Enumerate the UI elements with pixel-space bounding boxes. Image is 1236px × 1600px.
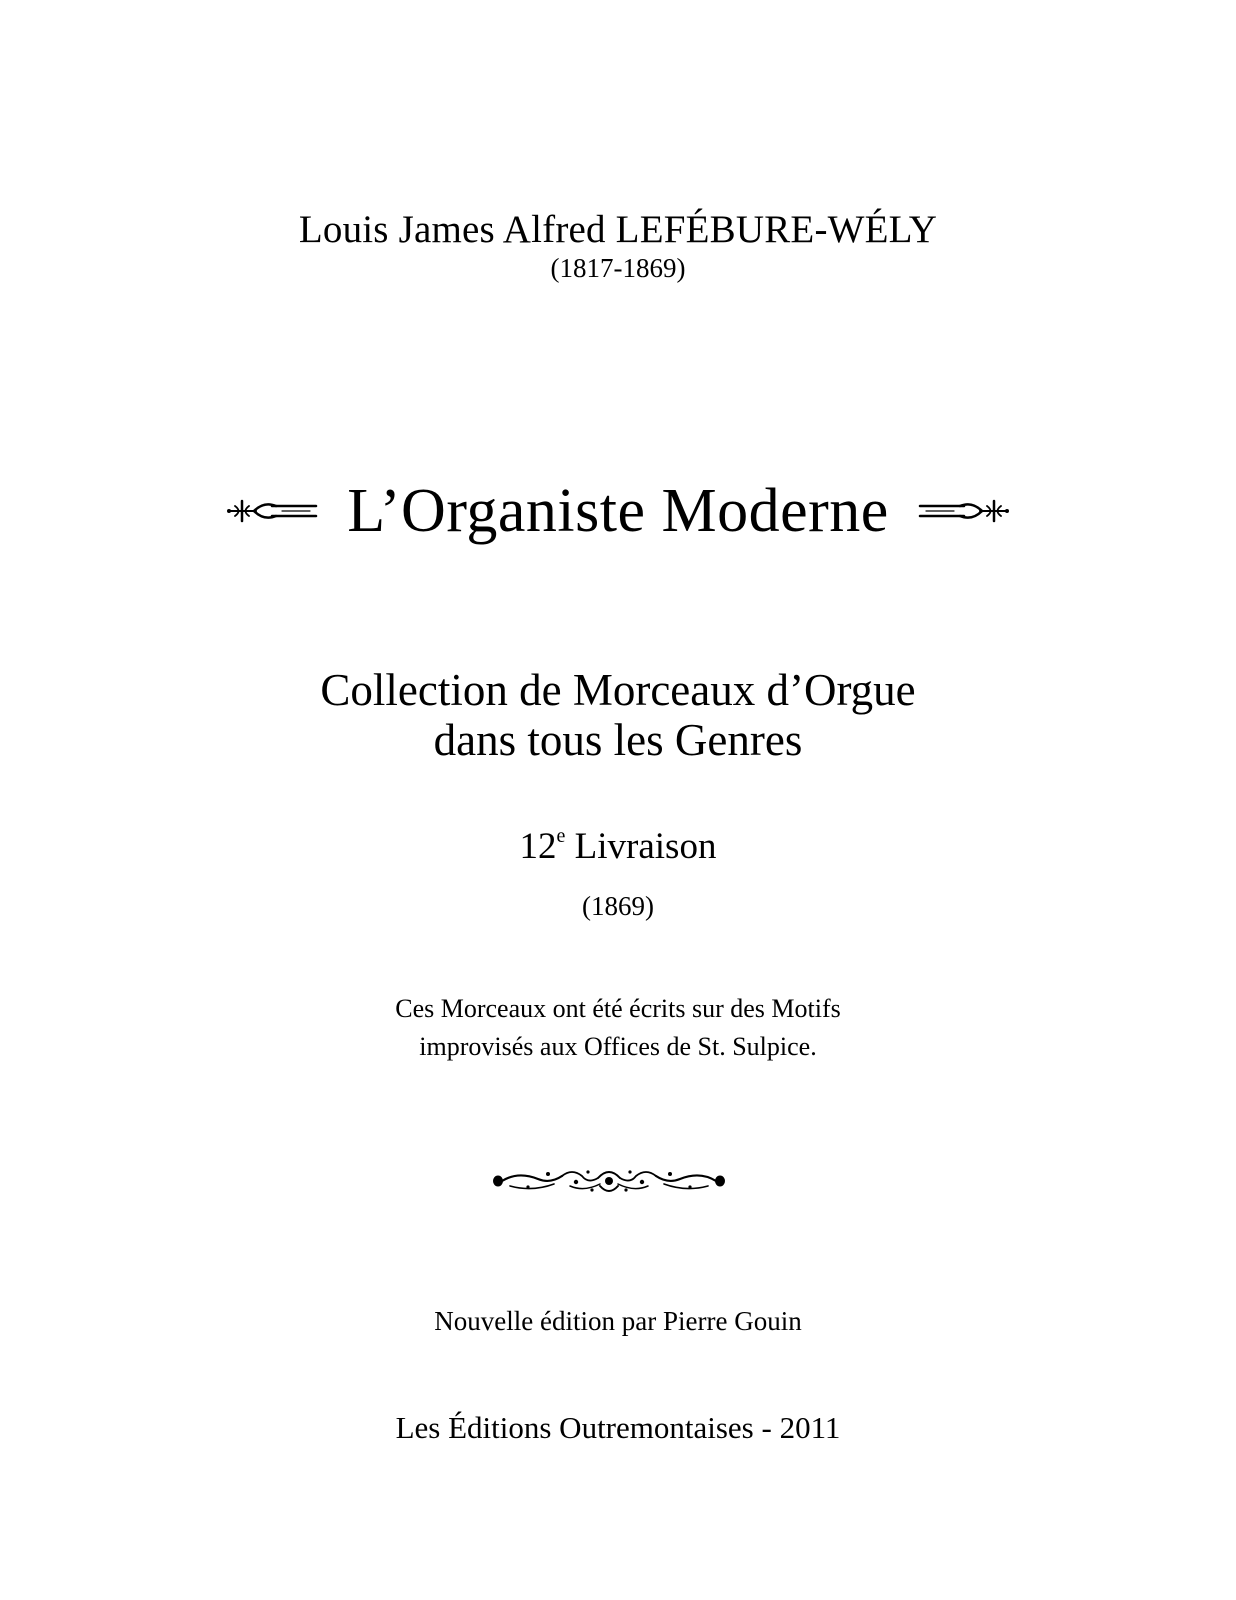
- livraison-label: [0, 825, 1236, 867]
- livraison-number: 12: [519, 826, 557, 867]
- main-title: L’Organiste Moderne: [347, 477, 889, 545]
- vignette-ornament-icon: [488, 1162, 730, 1200]
- livraison-text: Livraison: [574, 826, 717, 867]
- livraison-superscript: e: [556, 825, 566, 847]
- flourish-left-icon: [226, 493, 321, 529]
- note-line-2: improvisés aux Offices de St. Sulpice.: [419, 1032, 817, 1061]
- subtitle-line-2: dans tous les Genres: [433, 715, 803, 765]
- publication-year: (1869): [582, 891, 654, 921]
- flourish-right-icon: [915, 493, 1010, 529]
- editor-credit: Nouvelle édition par Pierre Gouin: [434, 1306, 802, 1336]
- composer-name: Louis James Alfred LEFÉBURE-WÉLY: [298, 208, 938, 251]
- publisher-line: Les Éditions Outremontaises - 2011: [395, 1410, 841, 1445]
- title-row: [0, 477, 1236, 545]
- note-line-1: Ces Morceaux ont été écrits sur des Motifs: [395, 994, 841, 1023]
- subtitle-line-1: Collection de Morceaux d’Orgue: [320, 665, 916, 715]
- composer-dates: (1817-1869): [550, 253, 686, 283]
